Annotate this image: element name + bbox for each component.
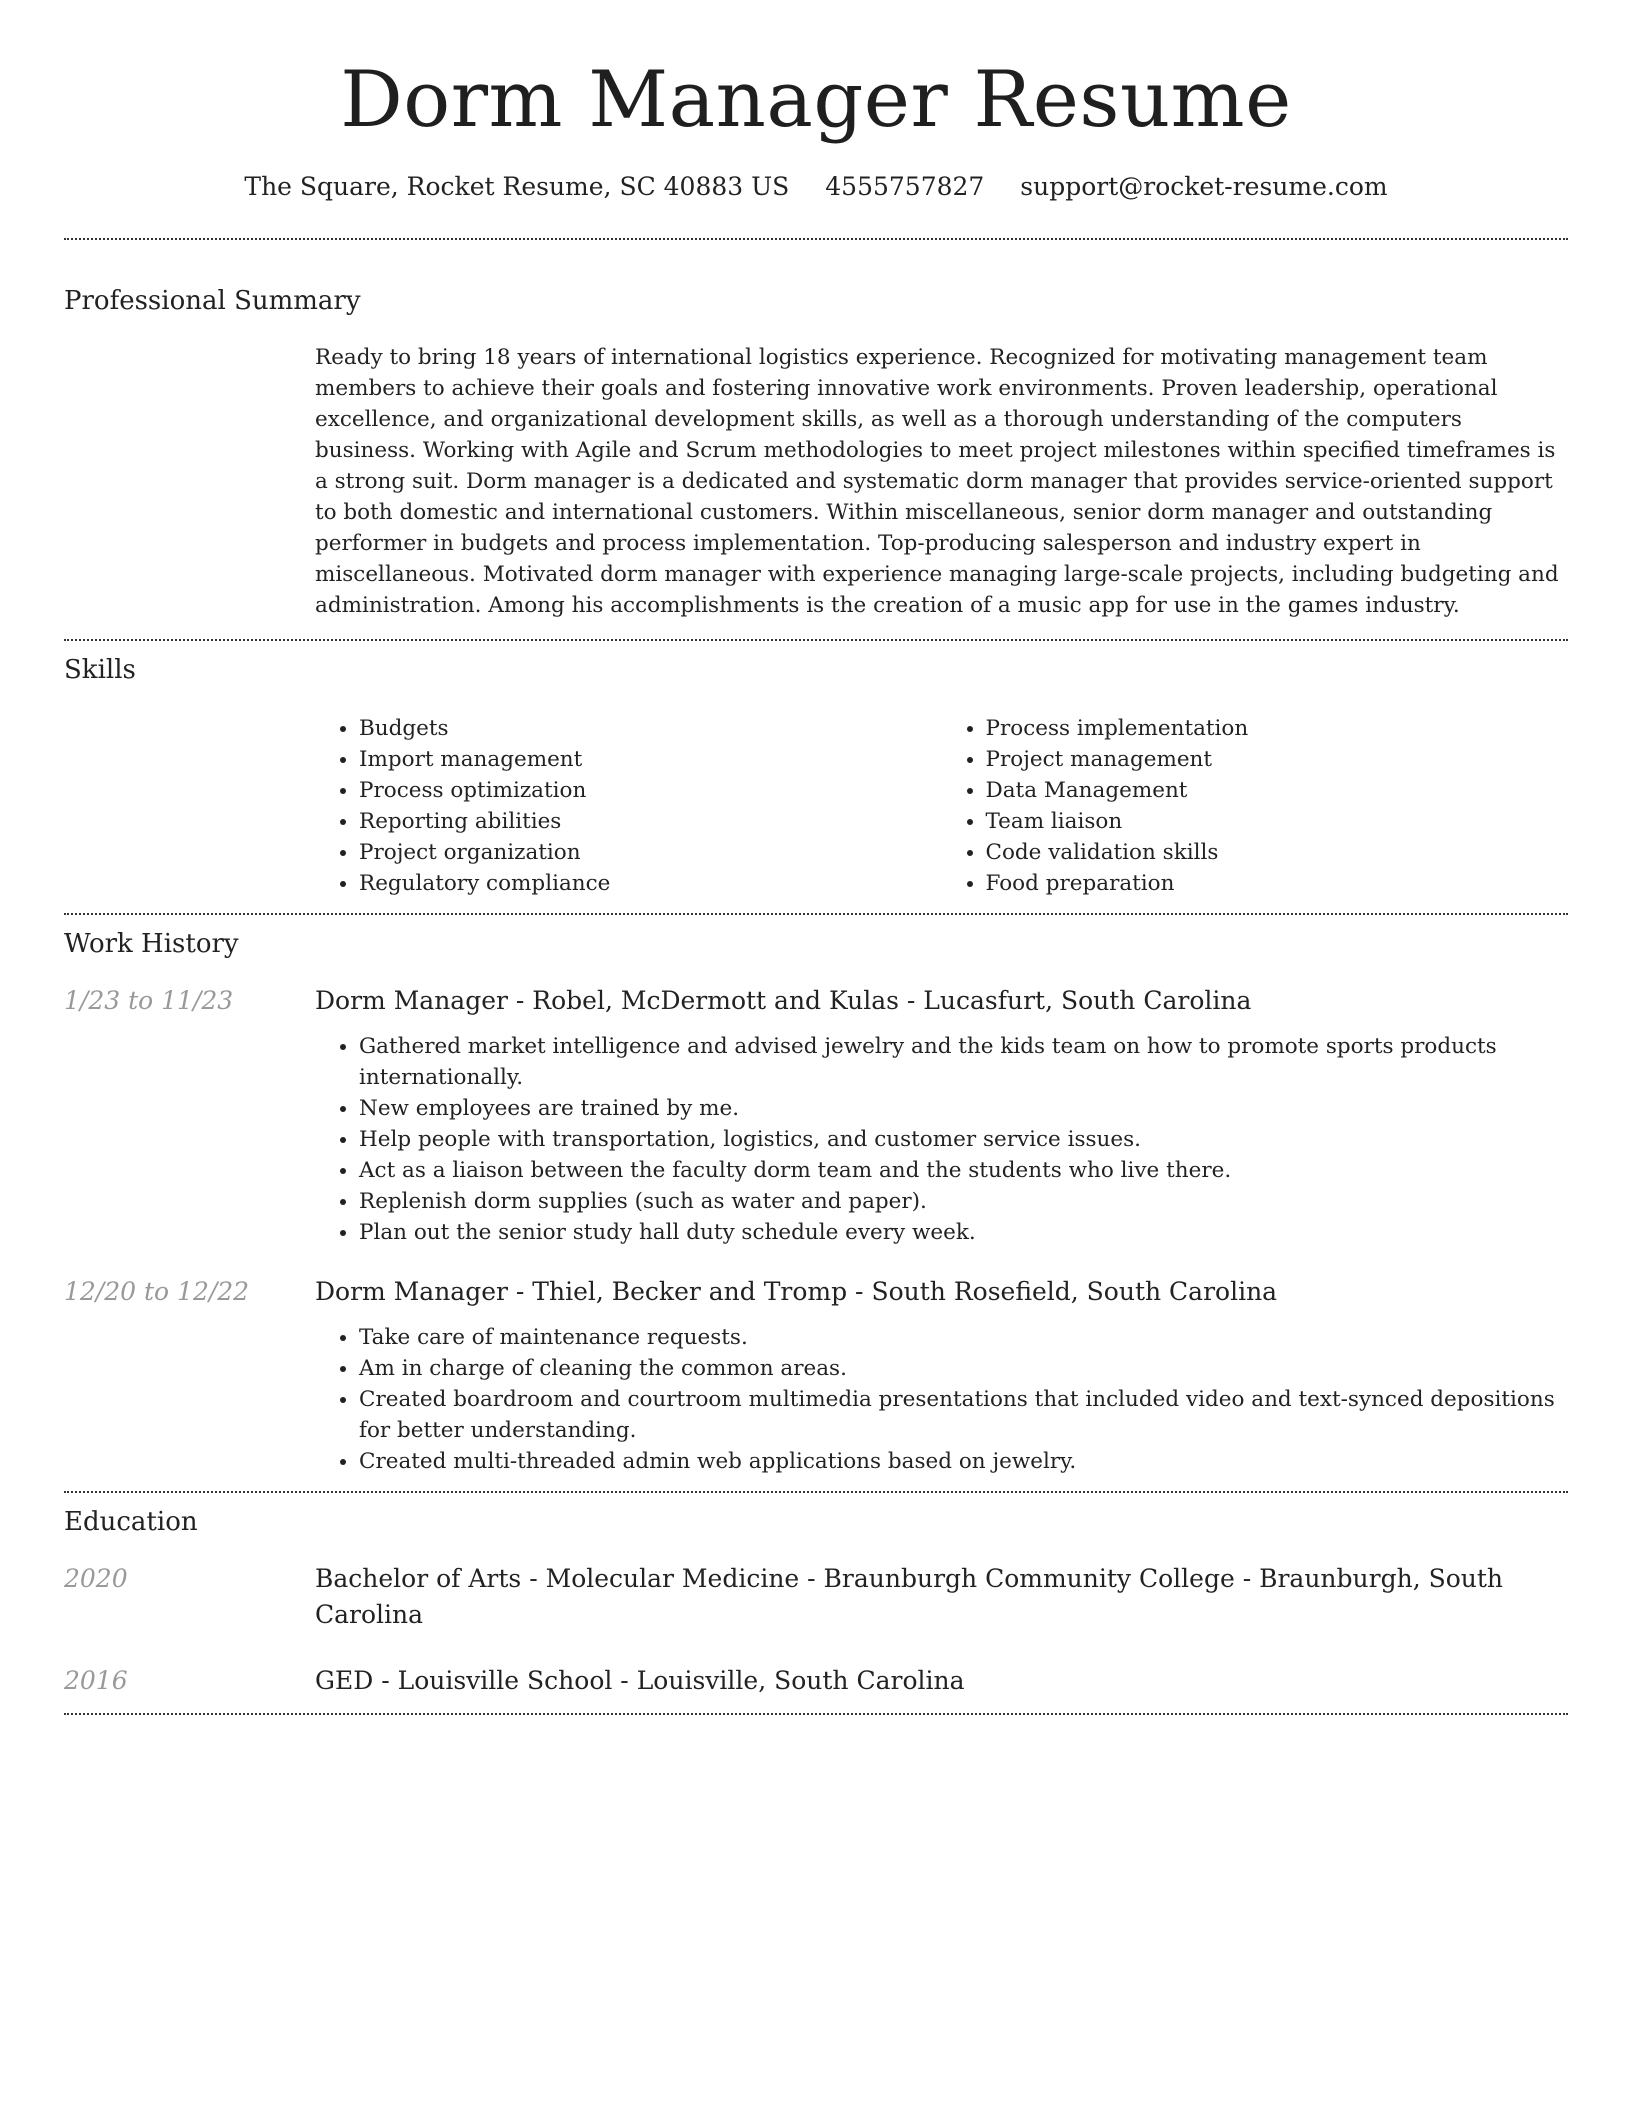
job-bullet: • Am in charge of cleaning the common areas. [359, 1353, 1568, 1384]
job-bullets [315, 1031, 1568, 1248]
skill-item: • Regulatory compliance [359, 868, 942, 899]
divider [64, 1713, 1568, 1715]
job-entry [64, 1274, 1568, 1477]
skills-grid [315, 713, 1568, 899]
skill-item: • Team liaison [986, 806, 1569, 837]
contact-line [64, 170, 1568, 204]
skills-column-right [942, 713, 1569, 899]
summary-text: Ready to bring 18 years of international logistics experience. Recognized for motivating management team members to achieve their goals and fostering innovative work environments. Proven leadership, operational excellence, and organizational development skills, as well as a thorough understanding of the computers business. Working with Agile and Scrum methodologies to meet project milestones within specified timeframes is a strong suit. Dorm manager is a dedicated and systematic dorm manager that provides service-oriented support to both domestic and international customers. Within miscellaneous, senior dorm manager and outstanding performer in budgets and process implementation. Top-producing salesperson and industry expert in miscellaneous. Motivated dorm manager with experience managing large-scale projects, including budgeting and administration. Among his accomplishments is the creation of a music app for use in the games industry. [315, 345, 1559, 618]
contact-email: support@rocket-resume.com [1020, 172, 1388, 201]
job-bullet: • Gathered market intelligence and advised jewelry and the kids team on how to promote sports products internationally. [359, 1031, 1568, 1093]
job-bullet: • Plan out the senior study hall duty schedule every week. [359, 1217, 1568, 1248]
job-bullet: • Act as a liaison between the faculty dorm team and the students who live there. [359, 1155, 1568, 1186]
section-title-education: Education [64, 1507, 198, 1537]
job-bullets [315, 1322, 1568, 1477]
job-bullet: • Take care of maintenance requests. [359, 1322, 1568, 1353]
section-title-skills: Skills [64, 655, 136, 685]
job-heading: Dorm Manager - Robel, McDermott and Kulas - Lucasfurt, South Carolina [315, 986, 1252, 1015]
divider [64, 913, 1568, 915]
job-body [315, 1274, 1568, 1477]
section-title-work-history: Work History [64, 929, 239, 959]
education-detail: GED - Louisville School - Louisville, South Carolina [315, 1666, 965, 1695]
divider [64, 238, 1568, 240]
contact-phone: 4555757827 [825, 172, 985, 201]
education-year: 2016 [64, 1666, 128, 1695]
skill-item: • Project management [986, 744, 1569, 775]
job-bullet: • Help people with transportation, logistics, and customer service issues. [359, 1124, 1568, 1155]
skill-item: • Reporting abilities [359, 806, 942, 837]
divider [64, 639, 1568, 641]
skill-item: • Import management [359, 744, 942, 775]
skill-item: • Process optimization [359, 775, 942, 806]
job-bullet: • Created multi-threaded admin web applications based on jewelry. [359, 1446, 1568, 1477]
divider [64, 1491, 1568, 1493]
education-year: 2020 [64, 1564, 128, 1593]
skill-item: • Code validation skills [986, 837, 1569, 868]
skill-item: • Budgets [359, 713, 942, 744]
skill-item: • Food preparation [986, 868, 1569, 899]
job-heading: Dorm Manager - Thiel, Becker and Tromp - South Rosefield, South Carolina [315, 1277, 1278, 1306]
job-entry [64, 983, 1568, 1248]
resume-header [64, 0, 1568, 204]
job-body [315, 983, 1568, 1248]
contact-address: The Square, Rocket Resume, SC 40883 US [244, 172, 790, 201]
education-entry [64, 1663, 1568, 1699]
job-bullet: • Replenish dorm supplies (such as water and paper). [359, 1186, 1568, 1217]
job-bullet: • New employees are trained by me. [359, 1093, 1568, 1124]
education-detail: Bachelor of Arts - Molecular Medicine - Braunburgh Community College - Braunburgh, South Carolina [315, 1564, 1504, 1629]
section-title-summary: Professional Summary [64, 286, 361, 316]
skill-item: • Project organization [359, 837, 942, 868]
skills-column-left [315, 713, 942, 899]
skill-item: • Process implementation [986, 713, 1569, 744]
education-entry [64, 1561, 1568, 1633]
job-dates: 1/23 to 11/23 [64, 986, 234, 1015]
page-title: Dorm Manager Resume [340, 55, 1292, 145]
job-dates: 12/20 to 12/22 [64, 1277, 250, 1306]
skill-item: • Data Management [986, 775, 1569, 806]
job-bullet: • Created boardroom and courtroom multimedia presentations that included video and text-synced depositions for better understanding. [359, 1384, 1568, 1446]
